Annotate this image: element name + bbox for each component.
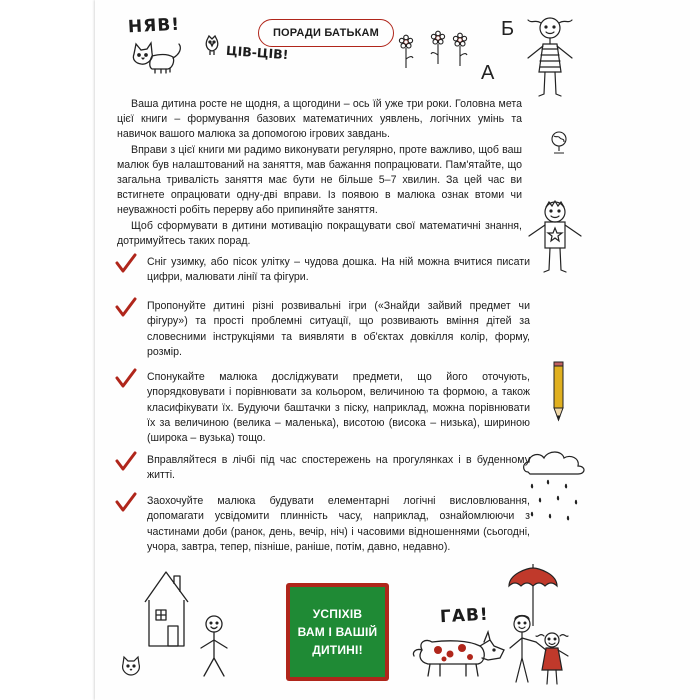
cat-drawing-icon xyxy=(128,40,188,74)
cat-face-drawing-icon xyxy=(120,656,142,676)
checkmark-icon xyxy=(115,298,137,318)
bird-drawing-icon xyxy=(204,34,222,56)
checkmark-icon xyxy=(115,452,137,472)
meow-text: НЯВ! xyxy=(127,14,181,38)
stick-figure-drawing-icon xyxy=(196,614,232,684)
intro-paragraph: Ваша дитина росте не щодня, а щогодини – ось їй уже три роки. Головна мета цієї книги – формування базових математичних уявлень, логічних умінь та навичок вашого малюка за допомогою ігрових завдань. xyxy=(117,98,522,141)
intro-text xyxy=(117,97,522,249)
chalkboard-text xyxy=(290,587,385,677)
intro-paragraph: Щоб сформувати в дитини мотивацію покращувати свої математичні знання, дотримуйтесь таких порад. xyxy=(117,219,522,247)
chalkboard-sign xyxy=(286,583,389,681)
tip-text: Спонукайте малюка досліджувати предмети, що його оточують, упорядковувати і порівнювати за кольором, величиною та формою, а також класифікувати їх. Будуючи баштачки з піску, наприклад, можна порівнювати їх за величиною (велика – маленька), висотою (висока – низька), шириною (широка – вузька) тощо. xyxy=(147,371,530,445)
letter-b: Б xyxy=(501,18,515,40)
tip-text: Пропонуйте дитині різні розвивальні ігри («Знайди зайвий предмет чи фігуру») та прості проблемні ситуації, що розвивають вміння дітей за словесними інструкціями та виявляти в об'єктах довкілля колір, форму, розмір. xyxy=(147,300,530,358)
family-drawing-icon xyxy=(500,610,580,690)
chalkboard-line: ДИТИНІ! xyxy=(312,643,363,657)
checkmark-icon xyxy=(115,493,137,513)
checkmark-icon xyxy=(115,369,137,389)
tip-item xyxy=(115,299,530,360)
woof-text: ГАВ! xyxy=(439,604,490,628)
chalkboard-line: ВАМ І ВАШІЙ xyxy=(297,625,378,639)
tip-text: Заохочуйте малюка будувати елементарні логічні висловлювання, допомагати усвідомити плинність часу, наприклад, ознайомлюючи з частинами доби (ранок, день, вечір, ніч) і часовими відношеннями (сьогодні, учора, завтра, тепер, пізніше, раніше, потім, давно, недавно). xyxy=(147,495,530,553)
tip-item xyxy=(115,370,530,446)
letter-a: А xyxy=(481,62,495,84)
tip-text: Вправляйтеся в лічбі під час спостережень на прогулянках і в буденному житті. xyxy=(147,454,530,482)
dog-drawing-icon xyxy=(408,628,508,688)
intro-paragraph: Вправи з цієї книги ми радимо виконувати регулярно, проте важливо, щоб ваш малюк був налаштований на заняття, мав бажання попрацювати. Пам'ятайте, що загальна тривалість заняття має бути не більше 5–7 хвилин. За цей час ви встигнете опрацювати одну-дві вправи. Із появою в малюка ознак втоми чи неуважності робіть перерву або припиняйте заняття. xyxy=(117,143,522,217)
page-title: ПОРАДИ БАТЬКАМ xyxy=(258,19,394,47)
chalkboard-line: УСПІХІВ xyxy=(312,607,363,621)
checkmark-icon xyxy=(115,254,137,274)
girl-drawing-icon xyxy=(520,14,580,106)
tip-item xyxy=(115,255,530,286)
tip-item xyxy=(115,494,530,555)
house-drawing-icon xyxy=(140,568,194,648)
tip-text: Сніг узимку, або пісок улітку – чудова дошка. На ній можна вчитися писати цифри, малювати лінії та фігури. xyxy=(147,256,530,284)
pencil-drawing-icon xyxy=(550,362,568,424)
flowers-drawing-icon xyxy=(398,28,470,68)
rain-cloud-drawing-icon xyxy=(520,448,592,532)
boy-drawing-icon xyxy=(525,198,585,278)
tweet-text: ЦІВ-ЦІВ! xyxy=(225,42,289,63)
tip-item xyxy=(115,453,530,484)
globe-drawing-icon xyxy=(548,130,570,156)
